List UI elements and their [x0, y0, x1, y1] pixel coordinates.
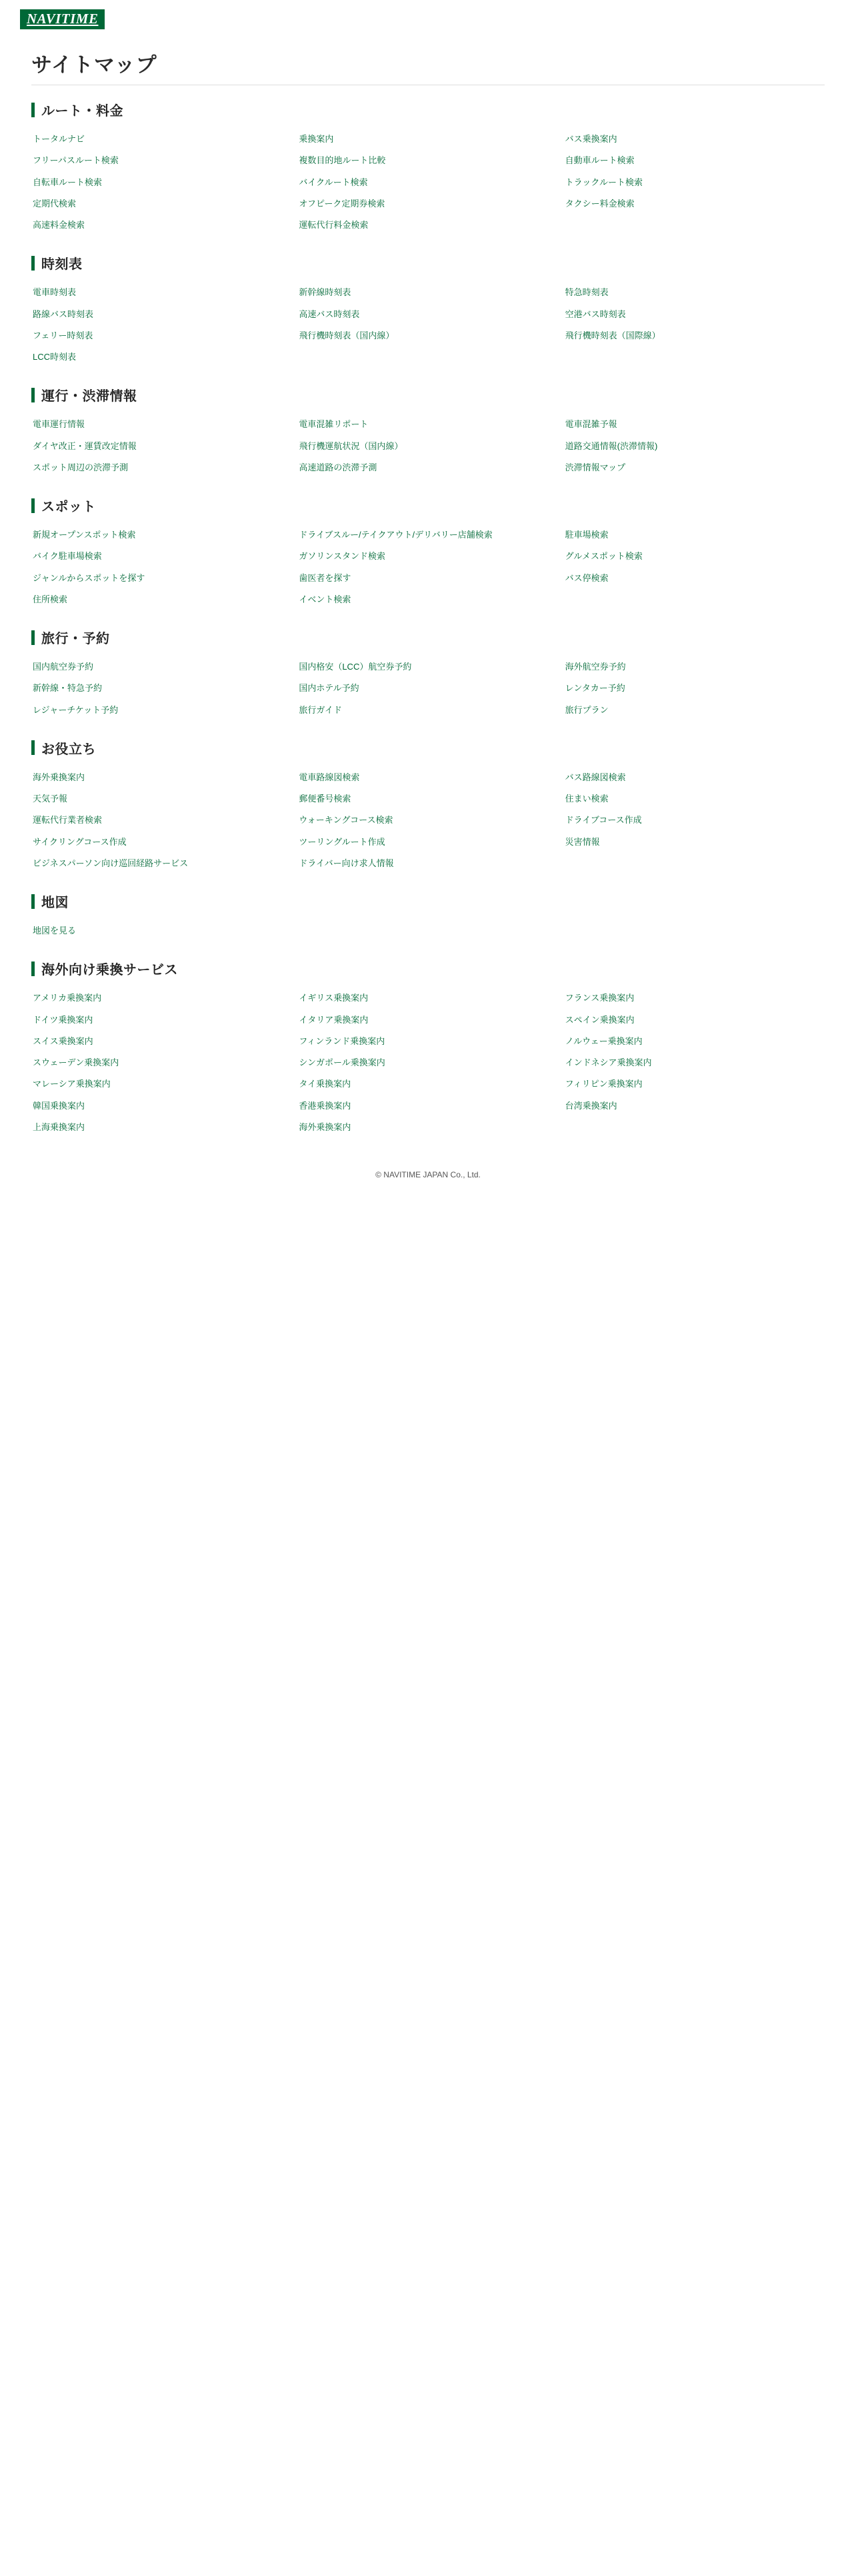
- section-link-grid: [31, 414, 825, 478]
- sitemap-section: [31, 738, 825, 874]
- sitemap-link[interactable]: 台湾乗換案内: [565, 1100, 617, 1111]
- sitemap-link[interactable]: 運転代行業者検索: [33, 815, 103, 826]
- sitemap-link[interactable]: トラックルート検索: [565, 177, 643, 187]
- section-header: [31, 892, 825, 911]
- section-header: [31, 959, 825, 978]
- sitemap-link[interactable]: スイス乗換案内: [33, 1035, 93, 1046]
- sitemap-link[interactable]: 電車混雑リポート: [299, 419, 369, 430]
- sitemap-link[interactable]: ジャンルからスポットを探す: [33, 572, 145, 583]
- sitemap-link[interactable]: フィンランド乗換案内: [299, 1035, 385, 1046]
- sitemap-link[interactable]: イギリス乗換案内: [299, 993, 369, 1003]
- sitemap-link[interactable]: 新幹線時刻表: [299, 287, 351, 298]
- sitemap-link[interactable]: ガソリンスタンド検索: [299, 551, 385, 562]
- section-title: ルート・料金: [41, 104, 123, 119]
- sitemap-link[interactable]: スペイン乗換案内: [565, 1014, 635, 1025]
- sitemap-link[interactable]: スポット周辺の渋滞予測: [33, 462, 129, 472]
- sitemap-link[interactable]: ダイヤ改正・運賃改定情報: [33, 440, 137, 451]
- sitemap-link[interactable]: 複数目的地ルート比較: [299, 155, 386, 166]
- section-accent-bar-icon: [31, 894, 35, 909]
- sitemap-link[interactable]: トータルナビ: [33, 134, 85, 144]
- sitemap-link[interactable]: イタリア乗換案内: [299, 1014, 369, 1025]
- sitemap-link[interactable]: 道路交通情報(渋滞情報): [565, 440, 658, 451]
- sitemap-link[interactable]: フリーパスルート検索: [33, 155, 119, 166]
- sitemap-link[interactable]: 香港乗換案内: [299, 1100, 351, 1111]
- sitemap-link[interactable]: 電車混雑予報: [565, 419, 617, 430]
- sitemap-link[interactable]: バス路線図検索: [565, 772, 626, 782]
- sitemap-link[interactable]: 旅行プラン: [565, 704, 609, 715]
- section-accent-bar-icon: [31, 962, 35, 976]
- navitime-logo[interactable]: NAVITIME: [20, 9, 105, 29]
- sitemap-link[interactable]: 海外乗換案内: [299, 1121, 351, 1132]
- section-link-grid: [31, 767, 825, 874]
- section-title: 時刻表: [41, 257, 83, 273]
- sitemap-link[interactable]: 住所検索: [33, 594, 68, 604]
- sitemap-link[interactable]: 特急時刻表: [565, 287, 609, 298]
- sitemap-sections: [31, 100, 825, 1138]
- header-bar: [0, 0, 856, 29]
- sitemap-section: [31, 628, 825, 721]
- sitemap-link[interactable]: スウェーデン乗換案内: [33, 1057, 119, 1067]
- sitemap-link[interactable]: 電車運行情報: [33, 419, 85, 430]
- page-title: サイトマップ: [31, 53, 157, 77]
- sitemap-section: [31, 496, 825, 610]
- section-link-grid: [31, 282, 825, 368]
- section-accent-bar-icon: [31, 498, 35, 513]
- section-header: [31, 100, 825, 119]
- sitemap-link[interactable]: ドライブスルー/テイクアウト/デリバリー店舗検索: [299, 530, 493, 540]
- sitemap-link[interactable]: バイク駐車場検索: [33, 551, 102, 562]
- sitemap-link[interactable]: 定期代検索: [33, 198, 77, 209]
- section-header: [31, 628, 825, 647]
- sitemap-link[interactable]: レジャーチケット予約: [33, 704, 119, 715]
- sitemap-link[interactable]: 韓国乗換案内: [33, 1100, 85, 1111]
- sitemap-link[interactable]: バイクルート検索: [299, 177, 368, 187]
- sitemap-link[interactable]: 海外航空券予約: [565, 662, 626, 672]
- sitemap-link[interactable]: 駐車場検索: [565, 530, 609, 540]
- section-accent-bar-icon: [31, 256, 35, 271]
- section-accent-bar-icon: [31, 630, 35, 645]
- section-title: 海外向け乗換サービス: [41, 963, 178, 978]
- section-link-grid: [31, 920, 825, 942]
- sitemap-link[interactable]: フランス乗換案内: [565, 993, 635, 1003]
- copyright-text: © NAVITIME JAPAN Co., Ltd.: [375, 1170, 481, 1179]
- sitemap-link[interactable]: オフピーク定期券検索: [299, 198, 385, 209]
- sitemap-link[interactable]: 渋滞情報マップ: [565, 462, 626, 472]
- sitemap-link[interactable]: 国内航空券予約: [33, 662, 94, 672]
- footer: [31, 1155, 825, 1179]
- sitemap-link[interactable]: 国内ホテル予約: [299, 683, 359, 694]
- sitemap-link[interactable]: アメリカ乗換案内: [33, 993, 102, 1003]
- sitemap-page: [31, 48, 825, 1199]
- sitemap-link[interactable]: LCC時刻表: [33, 352, 77, 362]
- sitemap-link[interactable]: 住まい検索: [565, 794, 609, 804]
- section-header: [31, 496, 825, 515]
- section-link-grid: [31, 524, 825, 610]
- sitemap-section: [31, 892, 825, 942]
- sitemap-link[interactable]: サイクリングコース作成: [33, 836, 127, 847]
- sitemap-link[interactable]: 自動車ルート検索: [565, 155, 635, 166]
- sitemap-link[interactable]: ビジネスパーソン向け巡回経路サービス: [33, 858, 189, 868]
- sitemap-link[interactable]: 乗換案内: [299, 134, 334, 144]
- section-title: 運行・渋滞情報: [41, 389, 137, 404]
- sitemap-link[interactable]: 新幹線・特急予約: [33, 683, 103, 694]
- sitemap-link[interactable]: 旅行ガイド: [299, 704, 342, 715]
- section-title: お役立ち: [41, 742, 96, 757]
- section-header: [31, 738, 825, 758]
- sitemap-section: [31, 253, 825, 368]
- sitemap-link[interactable]: レンタカー予約: [565, 683, 625, 694]
- sitemap-link[interactable]: 海外乗換案内: [33, 772, 85, 782]
- sitemap-link[interactable]: 高速バス時刻表: [299, 309, 360, 319]
- sitemap-link[interactable]: シンガポール乗換案内: [299, 1057, 385, 1067]
- section-link-grid: [31, 656, 825, 721]
- sitemap-link[interactable]: フェリー時刻表: [33, 330, 93, 340]
- section-link-grid: [31, 129, 825, 236]
- section-accent-bar-icon: [31, 103, 35, 117]
- sitemap-link[interactable]: 運転代行料金検索: [299, 220, 369, 230]
- sitemap-link[interactable]: グルメスポット検索: [565, 551, 643, 562]
- sitemap-link[interactable]: タクシー料金検索: [565, 198, 635, 209]
- section-accent-bar-icon: [31, 388, 35, 402]
- sitemap-link[interactable]: ノルウェー乗換案内: [565, 1035, 643, 1046]
- section-title: 旅行・予約: [41, 632, 110, 646]
- sitemap-link[interactable]: 飛行機時刻表（国内線）: [299, 330, 395, 340]
- sitemap-link[interactable]: ウォーキングコース検索: [299, 815, 393, 826]
- sitemap-link[interactable]: バス乗換案内: [565, 134, 617, 144]
- sitemap-link[interactable]: ドイツ乗換案内: [33, 1014, 93, 1025]
- sitemap-link[interactable]: 上海乗換案内: [33, 1121, 85, 1132]
- sitemap-link[interactable]: ドライバー向け求人情報: [299, 858, 394, 868]
- section-accent-bar-icon: [31, 740, 35, 755]
- sitemap-section: [31, 959, 825, 1138]
- sitemap-link[interactable]: 飛行機運航状況（国内線）: [299, 440, 403, 451]
- sitemap-link[interactable]: 高速道路の渋滞予測: [299, 462, 377, 472]
- sitemap-link[interactable]: インドネシア乗換案内: [565, 1057, 652, 1067]
- sitemap-link[interactable]: 歯医者を探す: [299, 572, 351, 583]
- sitemap-link[interactable]: バス停検索: [565, 572, 609, 583]
- sitemap-link[interactable]: 路線バス時刻表: [33, 309, 94, 319]
- sitemap-link[interactable]: 電車時刻表: [33, 287, 77, 298]
- sitemap-link[interactable]: イベント検索: [299, 594, 351, 604]
- sitemap-section: [31, 100, 825, 236]
- sitemap-link[interactable]: 郵便番号検索: [299, 794, 351, 804]
- sitemap-link[interactable]: 空港バス時刻表: [565, 309, 626, 319]
- sitemap-link[interactable]: 国内格安（LCC）航空券予約: [299, 662, 412, 672]
- sitemap-link[interactable]: フィリピン乗換案内: [565, 1079, 643, 1089]
- sitemap-link[interactable]: 自転車ルート検索: [33, 177, 103, 187]
- sitemap-link[interactable]: タイ乗換案内: [299, 1079, 351, 1089]
- sitemap-section: [31, 385, 825, 478]
- sitemap-link[interactable]: ドライブコース作成: [565, 815, 642, 826]
- sitemap-link[interactable]: マレーシア乗換案内: [33, 1079, 111, 1089]
- sitemap-link[interactable]: ツーリングルート作成: [299, 836, 385, 847]
- sitemap-link[interactable]: 新規オープンスポット検索: [33, 530, 136, 540]
- section-header: [31, 385, 825, 404]
- section-header: [31, 253, 825, 273]
- sitemap-link[interactable]: 天気予報: [33, 794, 68, 804]
- section-title: 地図: [41, 896, 69, 910]
- sitemap-link[interactable]: 飛行機時刻表（国際線）: [565, 330, 661, 340]
- section-link-grid: [31, 987, 825, 1138]
- section-title: スポット: [41, 500, 96, 514]
- sitemap-link[interactable]: 災害情報: [565, 836, 600, 847]
- sitemap-link[interactable]: 高速料金検索: [33, 220, 85, 230]
- sitemap-link[interactable]: 電車路線図検索: [299, 772, 360, 782]
- sitemap-link[interactable]: 地図を見る: [33, 926, 77, 936]
